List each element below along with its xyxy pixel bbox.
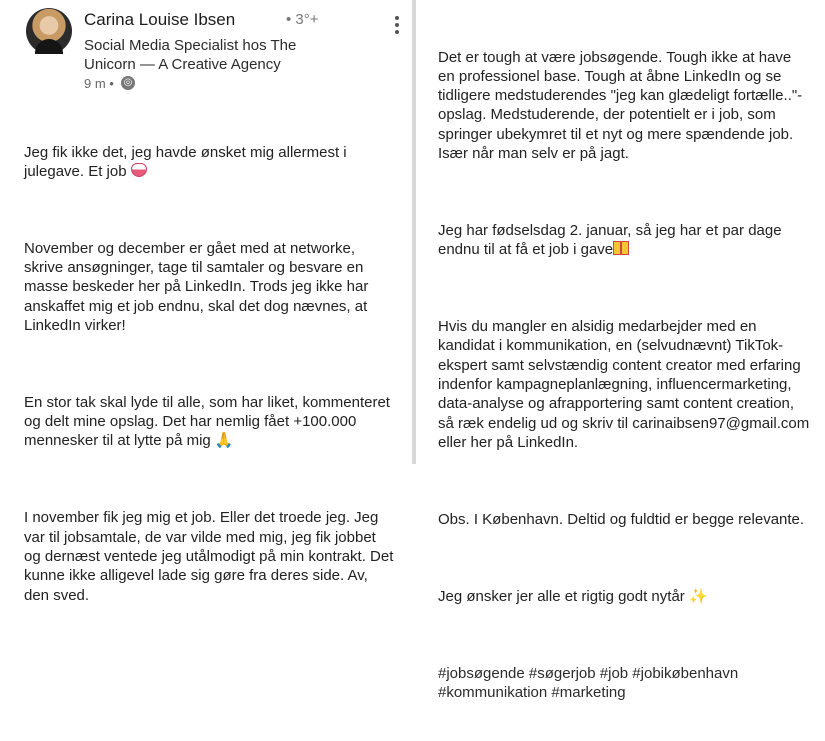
paragraph: Jeg ønsker jer alle et rigtig godt nytår ✨: [438, 587, 708, 605]
paragraph: Obs. I København. Deltid og fuldtid er begge relevante.: [438, 510, 805, 528]
post-time: 9 m •: [84, 76, 114, 91]
heart-icon: [131, 163, 147, 177]
sparkles-icon: ✨: [688, 587, 708, 605]
paragraph: En stor tak skal lyde til alle, som har liket, kommenteret og delt mine opslag. Det har nemlig fået +100.000 mennesker til at lytte på mig 🙏: [24, 393, 395, 450]
post-body-right: [438, 9, 814, 741]
paragraph: Det er tough at være jobsøgende. Tough ikke at have en professionel base. Tough at åbne LinkedIn og se tidligere medstuderendes "jeg kan glædeligt fortælle.."-opslag. Medstuderende, der potentielt er i job, som springer ubekymret til et nyt og mere spændende job. Især når man selv er på jagt.: [438, 48, 803, 163]
author-name[interactable]: Carina Louise Ibsen: [84, 10, 236, 29]
post-body-left: [24, 104, 398, 662]
hashtags[interactable]: #jobsøgende #søgerjob #job #jobikøbenhavn #kommunikation #marketing: [438, 664, 743, 701]
praying-hands-icon: 🙏: [214, 432, 234, 450]
author-headline: Social Media Specialist hos The Unicorn — A Creative Agency: [84, 37, 297, 73]
post-left-column: [0, 0, 412, 604]
gift-icon: [613, 241, 629, 255]
post-right-column: [416, 0, 825, 701]
post-header: [24, 6, 412, 98]
paragraph: Jeg fik ikke det, jeg havde ønsket mig allermest i julegave. Et job: [24, 143, 351, 180]
paragraph: November og december er gået med at networke, skrive ansøgninger, tage til samtaler og besvare en masse beskeder her på LinkedIn. Trods jeg ikke har anskaffet mig et job endnu, skal det dog nævnes, at LinkedIn virker!: [24, 239, 373, 334]
paragraph: Hvis du mangler en alsidig medarbejder med en kandidat i kommunikation, en (selvudnævnt) TikTok-ekspert samt selvstændig content creator med erfaring indenfor kampagneplanlægning, influencermarketing, data-analyse og afrapportering samt content creation, så ræk endelig ud og skriv til carinaibsen97@gmail.com eller her på LinkedIn.: [438, 318, 814, 451]
paragraph: I november fik jeg mig et job. Eller det troede jeg. Jeg var til jobsamtale, de var vilde med mig, jeg fik jobbet og dernæst ventede jeg utålmodigt på min kontrakt. Det kunne ikke alligevel lade sig gøre fra deres side. Av, den sved.: [24, 509, 398, 604]
more-options-icon[interactable]: [395, 16, 399, 36]
globe-icon: ◎: [121, 76, 135, 90]
avatar-figure: [35, 39, 63, 54]
connection-degree: • 3°+: [286, 11, 319, 28]
author-avatar[interactable]: [26, 8, 72, 54]
paragraph: Jeg har fødselsdag 2. januar, så jeg har et par dage endnu til at få et job i gave: [438, 221, 786, 259]
